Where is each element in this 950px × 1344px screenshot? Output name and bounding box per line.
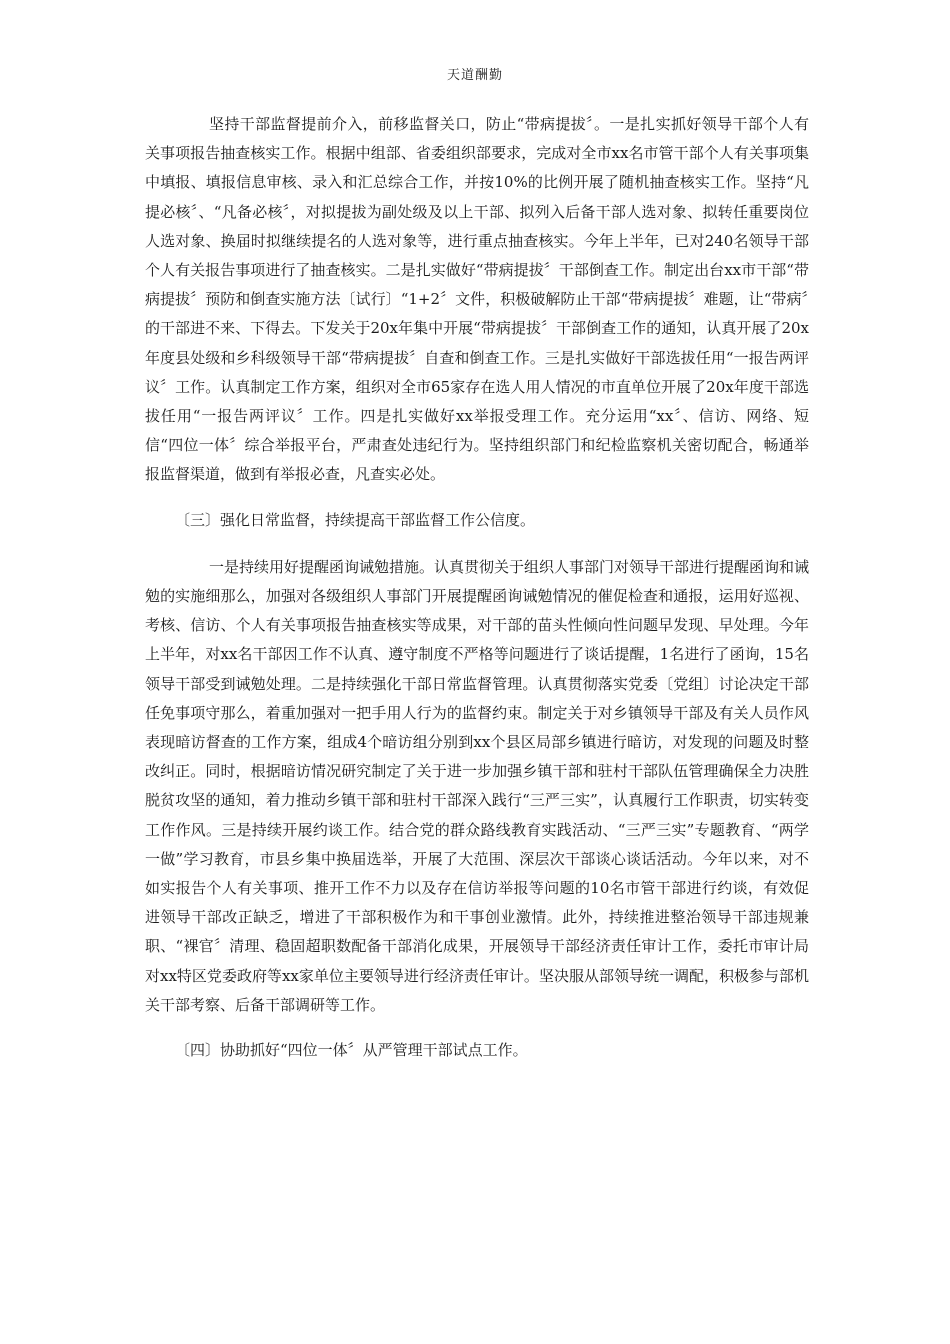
paragraph-daily-supervision: 一是持续用好提醒函询诫勉措施。认真贯彻关于组织人事部门对领导干部进行提醒函询和诫勉的实施细那么，加强对各级组织人事部门开展提醒函询诫勉情况的催促检查和通报，运用好巡视、考核、信访、个人有关事项报告抽查核实等成果，对干部的苗头性倾向性问题早发现、早处理。今年上半年，对xx名干部因工作不认真、遵守制度不严格等问题进行了谈话提醒，1名进行了函询，15名领导干部受到诫勉处理。二是持续强化干部日常监督管理。认真贯彻落实党委〔党组〕讨论决定干部任免事项守那么，着重加强对一把手用人行为的监督约束。制定关于对乡镇领导干部及有关人员作风表现暗访督查的工作方案，组成4个暗访组分别到xx个县区局部乡镇进行暗访，对发现的问题及时整改纠正。同时，根据暗访情况研究制定了关于进一步加强乡镇干部和驻村干部队伍管理确保全力决胜脱贫攻坚的通知，着力推动乡镇干部和驻村干部深入践行“三严三实”，认真履行工作职责，切实转变工作作风。三是持续开展约谈工作。结合党的群众路线教育实践活动、“三严三实”专题教育、“两学一做”学习教育，市县乡集中换届选举，开展了大范围、深层次干部谈心谈话活动。今年以来，对不如实报告个人有关事项、推开工作不力以及存在信访举报等问题的10名市管干部进行约谈，有效促进领导干部改正缺乏，增进了干部积极作为和干事创业激情。此外，持续推进整治领导干部违规兼职、“裸官〞清理、稳固超职数配备干部消化成果，开展领导干部经济责任审计工作，委托市审计局对xx特区党委政府等xx家单位主要领导进行经济责任审计。坚决服从部领导统一调配，积极参与部机关干部考察、后备干部调研等工作。 xyxy=(145,557,810,1014)
section-heading-4: 〔四〕协助抓好“四位一体〞从严管理干部试点工作。 xyxy=(175,1041,528,1060)
page-header-title: 天道酬勤 xyxy=(446,68,503,83)
section-heading-3: 〔三〕强化日常监督，持续提高干部监督工作公信度。 xyxy=(175,510,536,529)
paragraph-supervision-intervention: 坚持干部监督提前介入，前移监督关口，防止“带病提拔〞。一是扎实抓好领导干部个人有关事项报告抽查核实工作。根据中组部、省委组织部要求，完成对全市xx名市管干部个人有关事项集中填报、填报信息审核、录入和汇总综合工作，并按10%的比例开展了随机抽查核实工作。坚持“凡提必核〞、“凡备必核〞，对拟提拔为副处级及以上干部、拟列入后备干部人选对象、拟转任重要岗位人选对象、换届时拟继续提名的人选对象等，进行重点抽查核实。今年上半年，已对240名领导干部个人有关报告事项进行了抽查核实。二是扎实做好“带病提拔〞干部倒查工作。制定出台xx市干部“带病提拔〞预防和倒查实施方法〔试行〕“1+2〞文件，积极破解防止干部“带病提拔〞难题，让“带病〞的干部进不来、下得去。下发关于20x年集中开展“带病提拔〞干部倒查工作的通知，认真开展了20x年度县处级和乡科级领导干部“带病提拔〞自查和倒查工作。三是扎实做好干部选拔任用“一报告两评议〞工作。认真制定工作方案，组织对全市65家存在选人用人情况的市直单位开展了20x年度干部选拔任用“一报告两评议〞工作。四是扎实做好xx举报受理工作。充分运用“xx〞、信访、网络、短信“四位一体〞综合举报平台，严肃查处违纪行为。坚持组织部门和纪检监察机关密切配合，畅通举报监督渠道，做到有举报必查，凡查实必处。 xyxy=(145,115,809,484)
document-body xyxy=(145,110,809,1065)
